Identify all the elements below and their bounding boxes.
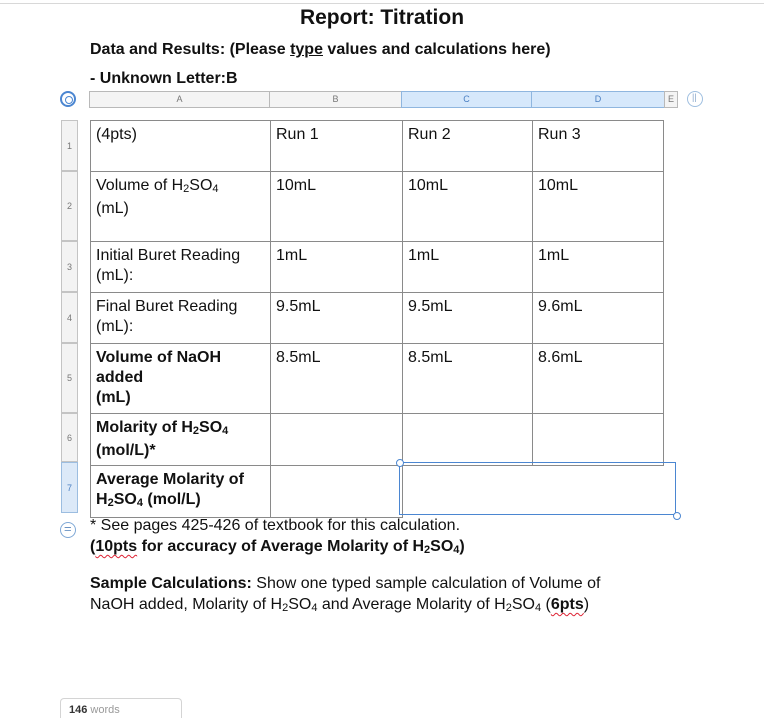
cell-value[interactable]: 10mL [403,172,533,242]
row-header-3[interactable]: 3 [61,241,78,292]
top-border [0,3,764,4]
label-initial-buret[interactable] [91,242,271,293]
label-text: (mL) [96,389,131,406]
word-count-number: 146 [69,704,88,716]
subscript: 4 [136,497,143,509]
cell-value[interactable]: 1mL [271,242,403,293]
subscript: 4 [212,183,219,195]
sample-label: Sample Calculations: [90,575,252,592]
subscript: 2 [505,602,512,614]
cell-empty[interactable] [533,414,664,466]
footnote [90,515,690,561]
cell-empty[interactable] [403,414,533,466]
table-row [91,242,664,293]
cell-value[interactable]: 10mL [533,172,664,242]
table-row [91,172,664,242]
row-header-5[interactable]: 5 [61,343,78,413]
cell-value[interactable]: 8.6mL [533,344,664,414]
cell-value[interactable]: 8.5mL [271,344,403,414]
label-final-buret[interactable] [91,293,271,344]
row-options-icon[interactable] [60,522,76,538]
cell-empty[interactable] [271,466,403,518]
label-text: SO [189,177,213,194]
unknown-letter-line: - Unknown Letter:B [90,70,238,87]
subscript: 4 [534,602,542,614]
column-header-d[interactable]: D [531,91,665,108]
column-header-c[interactable]: C [401,91,532,108]
table-row [91,121,664,172]
word-count[interactable] [60,698,182,718]
subscript: 2 [192,425,200,437]
label-text: (mL): [96,318,134,335]
row-header-7[interactable]: 7 [61,462,78,513]
cell-value[interactable]: 10mL [271,172,403,242]
points-text: 6pts [550,596,584,613]
subscript: 2 [282,602,289,614]
header-run2[interactable]: Run 2 [403,121,533,172]
column-header-b[interactable]: B [269,91,402,108]
header-run3[interactable]: Run 3 [533,121,664,172]
column-header-e[interactable]: E [664,91,678,108]
label-molarity-h2so4[interactable] [91,414,271,466]
subscript: 4 [222,425,229,437]
cell-value[interactable]: 9.6mL [533,293,664,344]
label-average-molarity[interactable] [91,466,271,518]
label-text: added [96,369,144,386]
table-row [91,344,664,414]
footnote-line1: * See pages 425-426 of textbook for this calculation. [90,517,461,534]
header-run1[interactable]: Run 1 [271,121,403,172]
selection-handle-top-left[interactable] [396,459,404,467]
footnote-text: for accuracy of Average Molarity of H [137,538,425,555]
subscript: 2 [183,183,190,195]
label-text: Initial Buret Reading [96,247,241,264]
row-header-6[interactable]: 6 [61,413,78,462]
subscript: 4 [453,544,460,556]
label-text: (mol/L) [142,491,201,508]
document-title: Report: Titration [299,6,465,29]
select-table-handle[interactable] [60,91,76,107]
cell-empty[interactable] [271,414,403,466]
footnote-line2 [90,538,465,555]
cell-value[interactable]: 1mL [533,242,664,293]
header-points[interactable]: (4pts) [91,121,271,172]
cell-value[interactable]: 9.5mL [403,293,533,344]
label-volume-h2so4[interactable] [91,172,271,242]
subscript: 4 [311,602,318,614]
cell-value[interactable]: 8.5mL [403,344,533,414]
row-header-1[interactable]: 1 [61,120,78,171]
sample-calculations [90,573,690,619]
subscript: 2 [424,544,431,556]
cell-value[interactable]: 9.5mL [271,293,403,344]
label-text: (mL): [96,267,134,284]
titration-table [90,120,664,518]
points-text: 10pts [95,538,138,555]
sample-text: SO [511,596,535,613]
label-text: (mL) [96,200,129,217]
sample-text: ( [541,596,551,613]
row-header-2[interactable]: 2 [61,171,78,241]
label-text: SO [113,491,137,508]
label-text: Average Molarity of [96,471,244,488]
label-text: H [96,491,108,508]
intro-emphasis: type [290,41,323,58]
label-text: SO [199,419,223,436]
sample-text: SO [288,596,312,613]
sample-text: ) [583,596,590,613]
subscript: 2 [107,497,114,509]
column-header-a[interactable]: A [89,91,270,108]
sample-text: NaOH added, Molarity of H [90,596,283,613]
pause-icon[interactable] [687,91,703,107]
label-text: (mol/L)* [96,442,156,459]
paren: ( [90,538,96,555]
footnote-text: SO [430,538,454,555]
column-header-bar [89,91,678,108]
table-row [91,414,664,466]
row-header-4[interactable]: 4 [61,292,78,343]
intro-line [90,41,551,59]
label-volume-naoh[interactable] [91,344,271,414]
sample-text: and Average Molarity of H [317,596,506,613]
intro-suffix: values and calculations here) [322,41,551,58]
label-text: Final Buret Reading [96,298,238,315]
word-count-unit: words [90,704,120,716]
paren: ) [459,538,465,555]
label-text: Molarity of H [96,419,193,436]
table-row [91,293,664,344]
intro-prefix: Data and Results: (Please [90,41,291,58]
label-text: Volume of H [96,177,184,194]
selected-cell-outline[interactable] [399,462,676,515]
label-text: Volume of NaOH [96,349,222,366]
cell-value[interactable]: 1mL [403,242,533,293]
sample-text: Show one typed sample calculation of Volume of [251,575,601,592]
